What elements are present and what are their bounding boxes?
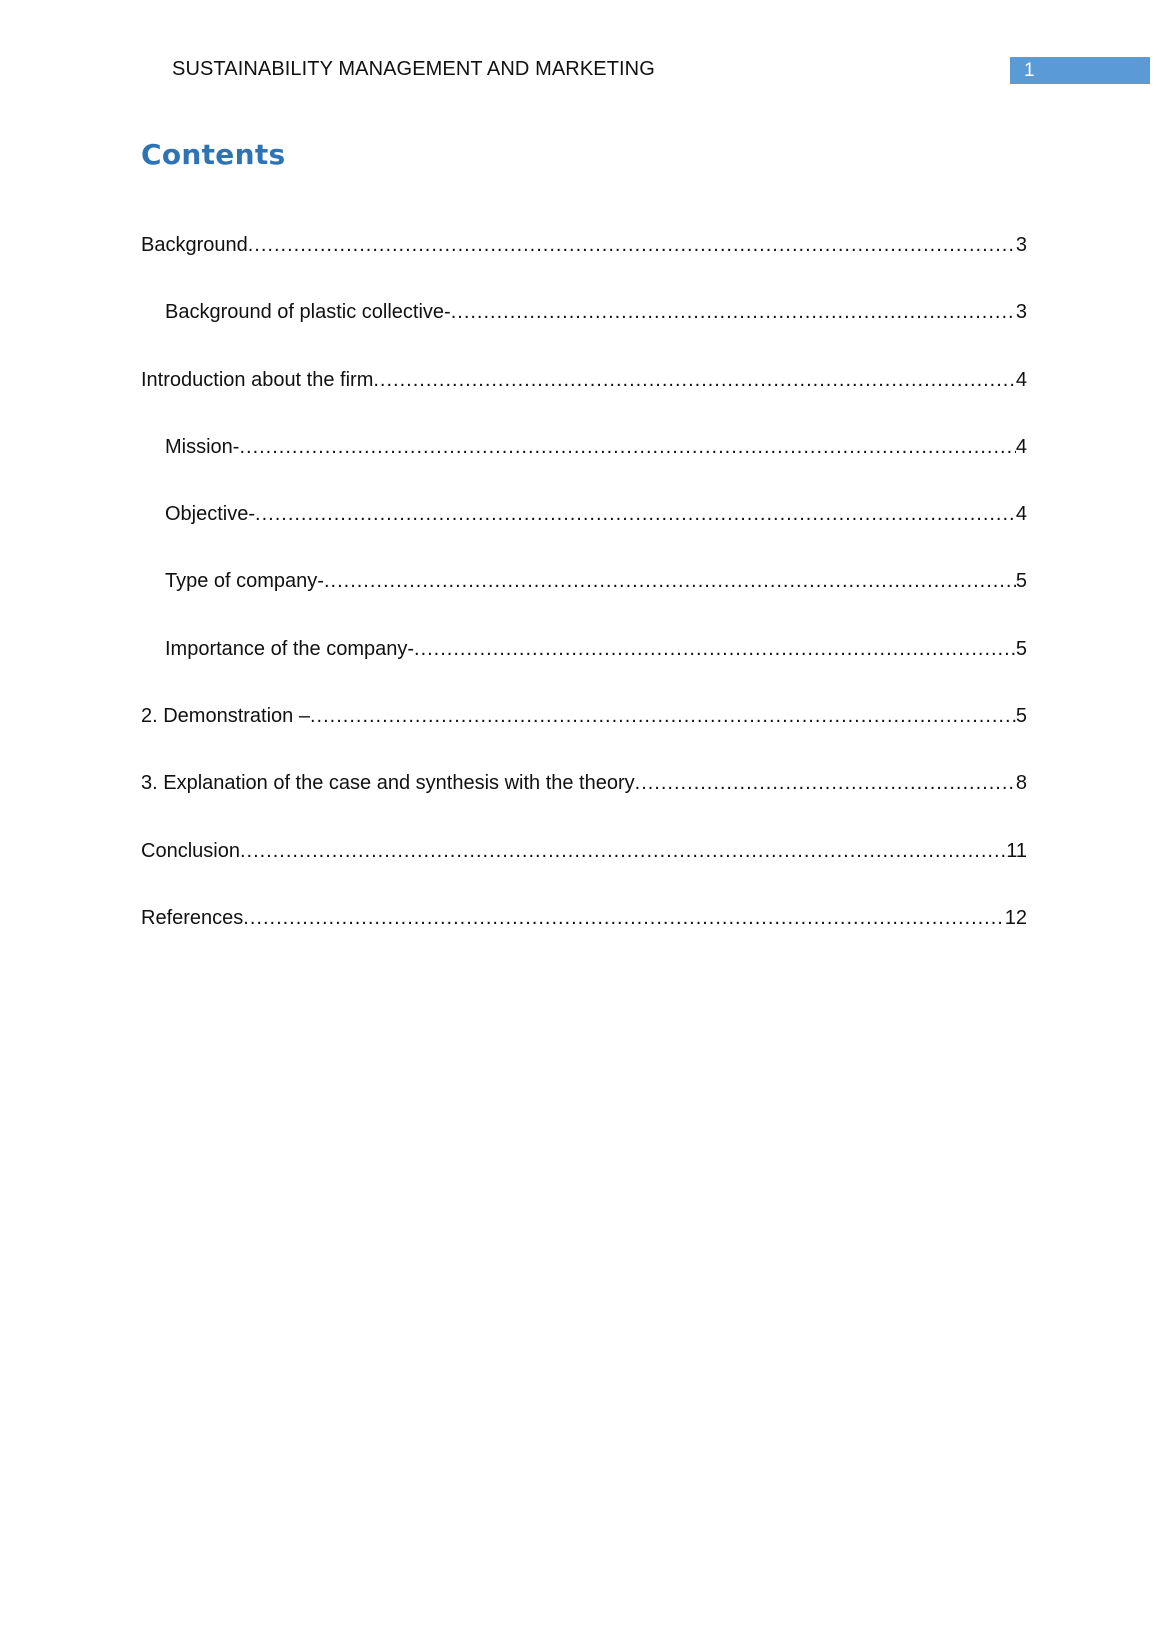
toc-dot-leader — [635, 770, 1016, 796]
toc-entry-label: Conclusion — [141, 839, 240, 862]
toc-entry-label: Introduction about the firm — [141, 368, 374, 391]
toc-dot-leader — [240, 838, 1006, 864]
table-of-contents — [141, 232, 1027, 972]
toc-dot-leader — [243, 905, 1004, 931]
toc-entry[interactable] — [141, 232, 1027, 299]
toc-entry-page: 5 — [1015, 637, 1027, 660]
toc-entry-label: Type of company- — [165, 570, 324, 593]
toc-dot-leader — [373, 367, 1016, 393]
toc-entry-page: 3 — [1015, 301, 1027, 324]
toc-entry-label: Background of plastic collective- — [165, 301, 451, 324]
running-header-title: SUSTAINABILITY MANAGEMENT AND MARKETING — [172, 58, 655, 80]
toc-entry-page: 4 — [1015, 435, 1027, 458]
toc-entry[interactable] — [141, 905, 1027, 972]
toc-entry-label: References — [141, 906, 244, 929]
toc-entry-label: 2. Demonstration – — [141, 705, 310, 728]
toc-entry-label: Background — [141, 234, 248, 256]
toc-entry[interactable] — [141, 568, 1027, 635]
toc-entry-page: 8 — [1015, 772, 1027, 795]
toc-entry-page: 5 — [1015, 705, 1027, 728]
toc-dot-leader — [310, 703, 1016, 729]
toc-dot-leader — [255, 501, 1016, 527]
toc-entry[interactable] — [141, 299, 1027, 366]
toc-entry-page: 11 — [1006, 839, 1027, 862]
toc-entry[interactable] — [141, 434, 1027, 501]
page-number: 1 — [1024, 60, 1035, 81]
toc-entry-label: Importance of the company- — [165, 637, 415, 660]
toc-entry-page: 4 — [1015, 368, 1027, 391]
toc-entry[interactable] — [141, 770, 1027, 837]
toc-entry[interactable] — [141, 367, 1027, 434]
toc-entry-page: 3 — [1015, 234, 1027, 256]
toc-entry-label: Objective- — [165, 503, 256, 526]
toc-dot-leader — [324, 568, 1016, 594]
toc-entry-page: 5 — [1015, 570, 1027, 593]
toc-dot-leader — [239, 434, 1015, 460]
toc-entry[interactable] — [141, 838, 1027, 905]
toc-dot-leader — [451, 299, 1016, 325]
toc-dot-leader — [248, 232, 1016, 258]
toc-entry-label: Mission- — [165, 435, 240, 458]
toc-dot-leader — [414, 636, 1016, 662]
toc-entry-page: 12 — [1004, 906, 1027, 929]
toc-entry[interactable] — [141, 501, 1027, 568]
page-number-badge — [1010, 57, 1150, 84]
toc-entry-page: 4 — [1015, 503, 1027, 526]
toc-heading: Contents — [141, 138, 286, 171]
toc-entry-label: 3. Explanation of the case and synthesis with the theory — [141, 772, 635, 795]
toc-entry[interactable] — [141, 703, 1027, 770]
toc-entry[interactable] — [141, 636, 1027, 703]
